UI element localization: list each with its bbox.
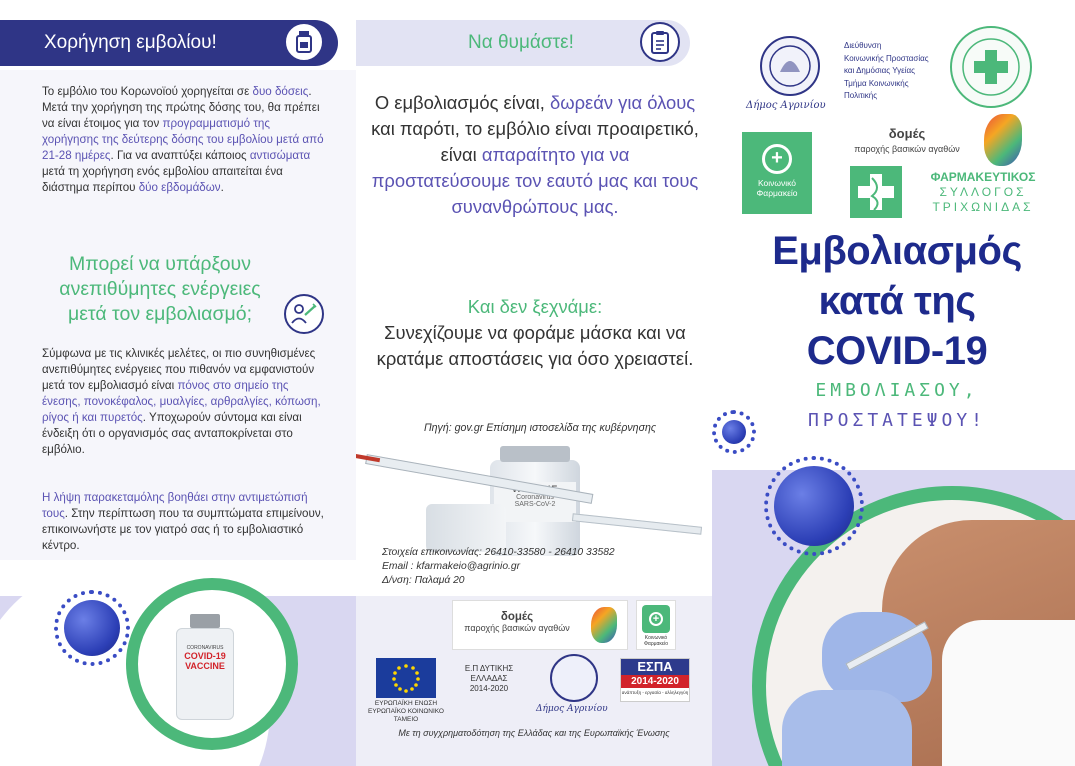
contact-phone: Στοιχεία επικοινωνίας: 26410-33580 - 26410 33582: [382, 547, 615, 558]
text-run: . Για να αναπτύξει κάποιος: [110, 149, 250, 162]
ep-text-1: Ε.Π ΔΥΤΙΚΗΣ: [464, 664, 514, 673]
department-line: Διεύθυνση: [844, 41, 882, 50]
social-pharmacy-small-label: Κοινωνικό Φαρμακείο: [643, 635, 669, 647]
text-run: απαραίτητο για να προστατεύσουμε τον εαυτό μας και τους συνανθρώπους μας.: [371, 144, 699, 217]
domes-map-icon: [984, 114, 1022, 166]
eu-text-2: ΕΥΡΩΠΑΪΚΟ ΚΟΙΝΩΝΙΚΟ ΤΑΜΕΙΟ: [368, 708, 444, 723]
social-pharmacy-line-2: Φαρμακείο: [756, 188, 798, 198]
department-line: Τμήμα Κοινωνικής: [844, 78, 909, 88]
reminder-text: Συνεχίζουμε να φοράμε μάσκα και να κρατάμε αποστάσεις για όσο χρειαστεί.: [376, 322, 694, 369]
cover-title-line-2: κατά της: [818, 279, 976, 323]
reminder-header-title: Να θυμάστε!: [468, 32, 574, 53]
glove-hand-lower-illustration: [782, 690, 912, 766]
medical-association-logo: [950, 26, 1032, 108]
source-note: Πηγή: gov.gr Επίσημη ιστοσελίδα της κυβέρνησης: [423, 422, 656, 434]
domes-cover-subtitle: παροχής βασικών αγαθών: [854, 144, 960, 154]
espa-logo: [620, 658, 690, 702]
side-effects-paragraph: [42, 346, 326, 458]
domes-logo: [452, 600, 628, 650]
department-block: [844, 40, 929, 103]
eu-text-1: ΕΥΡΩΠΑΪΚΗ ΕΝΩΣΗ: [374, 700, 438, 707]
text-run: πόνος στο σημείο της ένεσης, πονοκέφαλος, μυαλγίες, αρθραλγίες, κόπωση, ρίγος ή και πυρετός: [42, 379, 321, 424]
virus-illustration-large: [774, 466, 854, 546]
department-line: Πολιτικής: [844, 91, 878, 100]
municipality-name: Δήμος Αγρινίου: [746, 100, 826, 111]
ep-text-2: ΕΛΛΑΔΑΣ: [470, 674, 508, 683]
text-run: δωρεάν για όλους: [549, 92, 696, 113]
vaccination-message: [370, 90, 700, 220]
pharmacist-association-name: [908, 170, 1058, 215]
shirt-illustration: [942, 620, 1075, 766]
dose-paragraph: [42, 84, 326, 196]
pharma-assoc-line-3: ΤΡΙΧΩΝΙΔΑΣ: [932, 200, 1034, 214]
slogan-line-2: ΠΡΟΣΤΑΤΕΨΟΥ!: [807, 410, 987, 431]
espa-title: ΕΣΠΑ: [621, 659, 689, 675]
text-run: . Υποχωρούν σύντομα και είναι ένδειξη ότι ο οργανισμός σας ανταποκρίνεται στο εμβόλιο.: [42, 411, 302, 456]
cover-panel: [712, 0, 1075, 766]
domes-cover-title: δομές: [888, 126, 926, 141]
cofinance-note: Με τη συγχρηματοδότηση της Ελλάδας και της Ευρωπαϊκής Ένωσης: [398, 728, 670, 738]
contact-email: Email : kfarmakeio@agrinio.gr: [382, 561, 521, 572]
text-run: . Στην περίπτωση που τα συμπτώματα επιμείνουν, επικοινωνήστε με τον γιατρό σας ή το εμβολιαστικό κέντρο.: [42, 507, 324, 552]
vial-label-2: VACCINE: [185, 661, 225, 671]
domes-logo-subtitle: παροχής βασικών αγαθών: [464, 623, 570, 633]
social-pharmacy-small-logo: + Κοινωνικό Φαρμακείο: [636, 600, 676, 650]
domes-logo-title: δομές: [500, 611, 534, 623]
contact-block: [382, 546, 615, 588]
dose-header-title: Χορήγηση εμβολίου!: [44, 32, 217, 53]
vial-label-1: COVID-19: [184, 651, 226, 661]
middle-panel: [356, 0, 712, 766]
text-run: Η λήψη παρακεταμόλης βοηθάει στην αντιμετώπισή τους: [42, 491, 308, 520]
text-run: Ο εμβολιασμός είναι,: [374, 92, 550, 113]
syringe-vials-illustration: [396, 446, 696, 556]
cover-slogan: [732, 376, 1062, 436]
text-run: δυο δόσεις: [252, 85, 309, 98]
text-run: αντισώματα: [249, 149, 311, 162]
pharma-assoc-line-2: ΣΥΛΛΟΓΟΣ: [939, 185, 1027, 199]
cover-title-line-3: COVID-19: [806, 329, 988, 373]
vial-text-2: Coronavirus: [516, 494, 554, 501]
espa-tagline: ανάπτυξη - εργασία - αλληλεγγύη: [621, 690, 689, 695]
vaccine-vial-icon: [284, 22, 324, 62]
social-pharmacy-logo: + Κοινωνικό Φαρμακείο: [742, 132, 812, 214]
slogan-line-1: ΕΜΒΟΛΙΑΣΟΥ,: [815, 380, 979, 401]
espa-years: 2014-2020: [621, 675, 689, 688]
eu-flag: [376, 658, 436, 698]
virus-illustration: [64, 600, 120, 656]
text-run: Το εμβόλιο του Κορωνοϊού χορηγείται σε: [42, 85, 253, 98]
eu-caption: [366, 700, 446, 724]
vial-label-small: CORONAVIRUS: [186, 645, 224, 651]
ep-text-3: 2014-2020: [469, 684, 509, 693]
municipality-seal: [760, 36, 820, 96]
text-run: δύο εβδομάδων: [138, 181, 221, 194]
reminder-heading: Και δεν ξεχνάμε:: [467, 296, 603, 317]
department-line: και Δημόσιας Υγείας: [844, 66, 915, 75]
text-run: .: [220, 181, 224, 194]
contact-address: Δ/νση: Παλαμά 20: [382, 575, 465, 586]
clipboard-icon: [640, 22, 680, 62]
pharma-assoc-line-1: ΦΑΡΜΑΚΕΥΤΙΚΟΣ: [930, 170, 1036, 184]
ep-west-greece: [456, 664, 522, 694]
text-run: και παρότι, το εμβόλιο είναι προαιρετικό, είναι: [371, 118, 699, 165]
cover-title-line-1: Εμβολιασμός: [772, 229, 1022, 273]
municipality-seal-small: [550, 654, 598, 702]
department-line: Κοινωνικής Προστασίας: [844, 53, 929, 63]
injection-person-icon: [284, 294, 324, 334]
cover-title: [732, 226, 1062, 376]
side-effects-heading: Μπορεί να υπάρξουν ανεπιθύμητες ενέργειες μετά τον εμβολιασμό;: [59, 253, 261, 325]
vial-text-3: SARS-CoV-2: [514, 501, 556, 508]
pharmacist-association-cross: [850, 166, 902, 218]
paracetamol-paragraph: [42, 490, 326, 554]
covid-vaccine-vial: [176, 614, 234, 722]
text-run: μετά τη χορήγηση ενός εμβολίου απαιτείται ένα διάστημα περίπου: [42, 165, 283, 194]
text-run: . Μετά την χορήγηση της πρώτης δόσης του, θα πρέπει να είναι έτοιμος για τον: [42, 85, 320, 130]
left-panel: [0, 0, 356, 766]
virus-illustration-small: [722, 420, 746, 444]
text-run: Σύμφωνα με τις κλινικές μελέτες, οι πιο συνηθισμένες ανεπιθύμητες ενέργειες που πιθανόν να εμφανιστούν μετά τον εμβολιασμό είναι: [42, 347, 316, 392]
domes-map-icon: [591, 607, 617, 643]
social-pharmacy-line-1: Κοινωνικό: [757, 178, 797, 188]
text-run: προγραμματισμό της χορήγησης της δεύτερης δόσης του εμβολίου μετά από 21-28 ημέρες: [42, 117, 324, 162]
municipality-name-footer: Δήμος Αγρινίου: [536, 704, 608, 714]
